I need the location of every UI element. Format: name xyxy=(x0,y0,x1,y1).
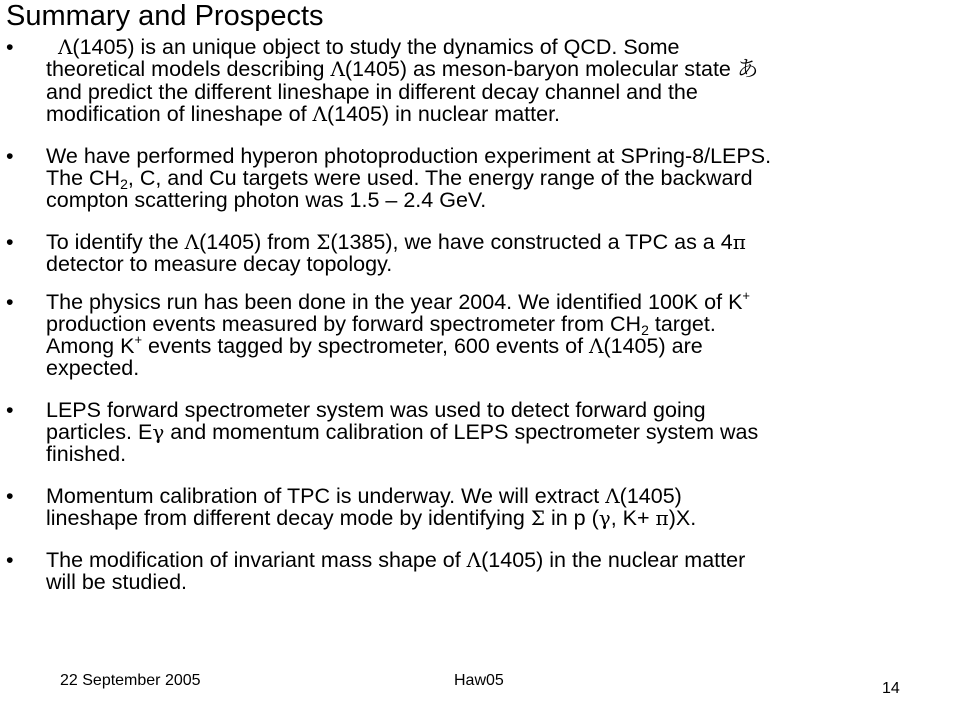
bullet-line xyxy=(46,357,956,379)
text-run: will be studied. xyxy=(46,570,188,594)
bullet-line xyxy=(46,332,956,358)
bullet-line xyxy=(46,288,956,314)
text-run: We have performed hyperon photoproduction experiment at SPring-8/LEPS. xyxy=(46,144,772,168)
text-run: (1405) from xyxy=(199,230,317,254)
greek-symbol: π xyxy=(732,230,746,254)
bullet-line xyxy=(46,145,956,167)
bullet-line xyxy=(46,485,956,507)
text-run: particles. E xyxy=(46,420,153,444)
bullet-line xyxy=(46,253,956,275)
bullet-line xyxy=(46,231,956,253)
bullet-item xyxy=(4,288,956,380)
text-run: in p ( xyxy=(544,506,599,530)
bullet-line xyxy=(46,103,956,125)
text-run: The CH xyxy=(46,166,121,190)
greek-symbol: Λ xyxy=(466,548,482,572)
greek-symbol: Λ xyxy=(605,484,620,508)
text-run: production events measured by forward spectrometer from CH xyxy=(46,312,642,336)
bullet-line xyxy=(46,399,956,421)
text-run: (1405) in the nuclear matter xyxy=(481,548,746,572)
text-run: , C, and Cu targets were used. The energy range of the backward xyxy=(127,166,753,190)
subscript: 2 xyxy=(120,176,128,192)
bullet-line xyxy=(46,81,956,103)
text-run: events tagged by spectrometer, 600 events of xyxy=(142,334,590,358)
text-run: compton scattering photon was 1.5 – 2.4 GeV. xyxy=(46,188,487,212)
bullet-item xyxy=(4,485,956,529)
text-run: To identify the xyxy=(46,230,185,254)
greek-symbol: γ xyxy=(152,420,165,444)
text-run: )X. xyxy=(668,506,697,530)
text-run: (1405) in nuclear matter. xyxy=(326,102,561,126)
bullet-line xyxy=(46,58,956,81)
bullet-line xyxy=(46,166,956,192)
footer-date: 22 September 2005 xyxy=(60,672,201,689)
greek-symbol: Σ xyxy=(530,506,545,530)
greek-symbol: Λ xyxy=(589,334,604,358)
text-run: Momentum calibration of TPC is underway. We will extract xyxy=(46,484,606,508)
footer-event: Haw05 xyxy=(454,672,504,689)
bullet-line xyxy=(46,549,956,571)
greek-symbol: Λ xyxy=(312,102,327,126)
greek-symbol: Λ xyxy=(57,35,73,59)
text-run: (1385), we have constructed a TPC as a 4 xyxy=(330,230,733,254)
greek-symbol: Λ xyxy=(184,230,200,254)
text-run: theoretical models describing xyxy=(46,57,331,81)
text-run: lineshape from different decay mode by identifying xyxy=(46,506,531,530)
bullet-line xyxy=(46,189,956,211)
superscript: + xyxy=(134,332,143,347)
text-run: , K+ xyxy=(610,506,656,530)
text-run: Among K xyxy=(46,334,135,358)
greek-symbol: π xyxy=(655,506,669,530)
superscript: + xyxy=(742,288,751,303)
bullet-line xyxy=(46,507,956,529)
bullet-item xyxy=(4,549,956,593)
bullet-line xyxy=(46,571,956,593)
text-run: (1405) are xyxy=(603,334,703,358)
bullet-item xyxy=(4,145,956,211)
bullet-line xyxy=(46,36,956,58)
bullet-list xyxy=(4,36,956,593)
subscript: 2 xyxy=(641,322,649,338)
text-run: and predict the different lineshape in different decay channel and the xyxy=(46,80,698,104)
text-run: expected. xyxy=(46,356,140,380)
text-run: (1405) xyxy=(619,484,682,508)
text-run xyxy=(46,35,58,59)
text-run: (1405) as meson-baryon molecular state xyxy=(344,57,737,81)
bullet-item xyxy=(4,399,956,465)
bullet-line xyxy=(46,312,956,338)
bullet-item xyxy=(4,36,956,125)
text-run: modification of lineshape of xyxy=(46,102,313,126)
bullet-line xyxy=(46,421,956,443)
text-run: The physics run has been done in the year 2004. We identified 100K of K xyxy=(46,290,743,314)
text-run: The modification of invariant mass shape of xyxy=(46,548,467,572)
bullet-line xyxy=(46,443,956,465)
text-run: and momentum calibration of LEPS spectrometer system was xyxy=(164,420,759,444)
text-run: detector to measure decay topology. xyxy=(46,252,393,276)
greek-symbol: Σ xyxy=(316,230,331,254)
page-number: 14 xyxy=(882,680,900,697)
bullet-item xyxy=(4,231,956,275)
text-run: finished. xyxy=(46,442,127,466)
text-run: (1405) is an unique object to study the dynamics of QCD. Some xyxy=(72,35,680,59)
greek-symbol: Λ xyxy=(330,57,345,81)
greek-symbol: γ xyxy=(598,506,611,530)
text-run: あ xyxy=(736,57,759,82)
slide-title: Summary and Prospects xyxy=(6,0,324,32)
text-run: target. xyxy=(648,312,716,336)
text-run: LEPS forward spectrometer system was used to detect forward going xyxy=(46,398,706,422)
